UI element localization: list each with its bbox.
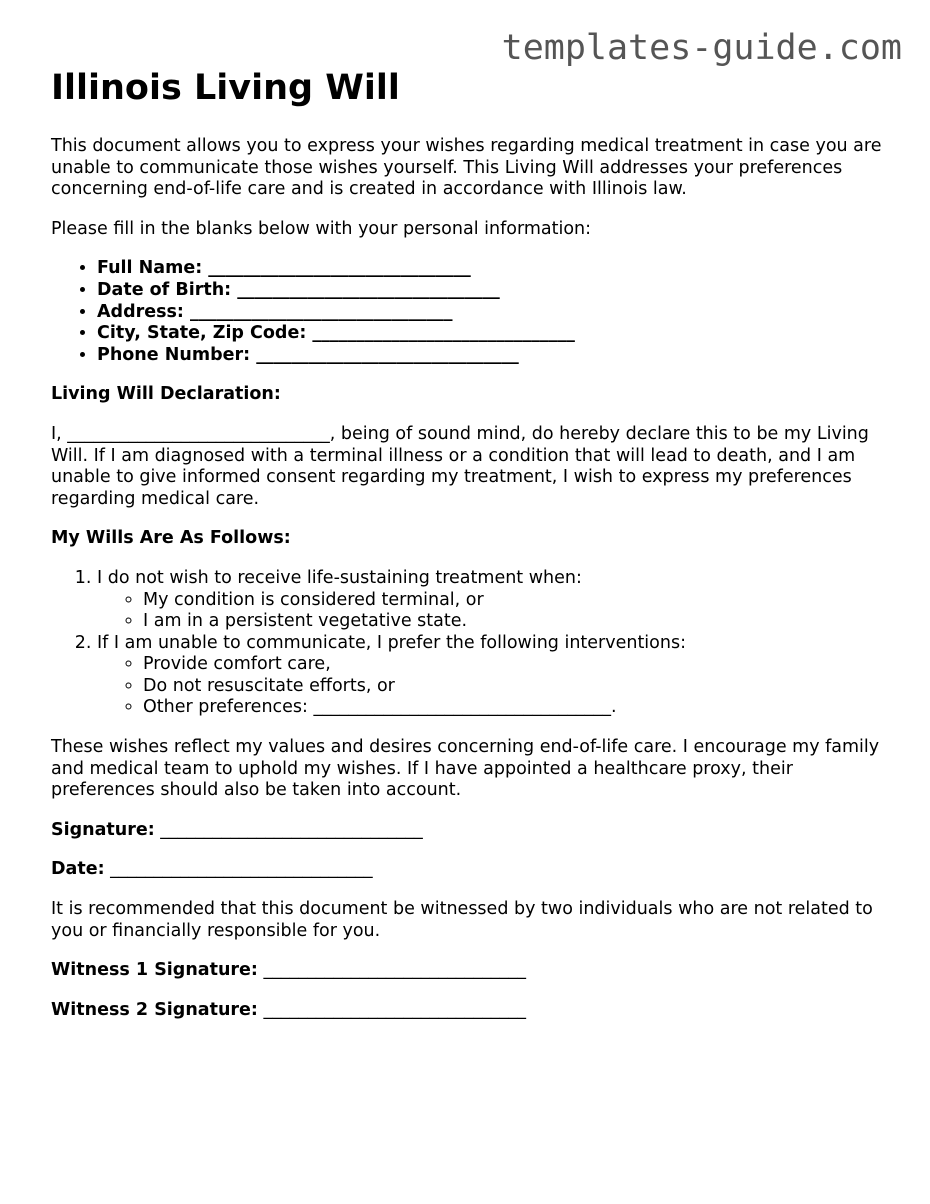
will-sub-list [97,654,891,719]
field-label: Address: [97,301,184,322]
field-label: Date of Birth: [97,279,232,300]
personal-info-list [51,258,891,366]
signature-label: Signature: [51,819,155,840]
will-sub-item: ◦ Provide comfort care, [143,654,891,676]
field-blank[interactable]: ______________________________ [312,323,575,344]
will-item-text: I do not wish to receive life-sustaining treatment when: [97,567,582,588]
field-label: Phone Number: [97,344,251,365]
field-blank[interactable]: ______________________________ [256,344,519,365]
will-sub-item: ◦ My condition is considered terminal, or [143,590,891,612]
field-blank[interactable]: ______________________________ [190,301,453,322]
witness-2-line [51,1000,891,1022]
declaration-heading: Living Will Declaration: [51,384,281,405]
field-blank[interactable]: ______________________________ [208,258,471,279]
field-phone-number [97,345,891,367]
witness-1-line [51,960,891,982]
wills-heading: My Wills Are As Follows: [51,528,291,549]
field-blank[interactable]: ______________________________ [237,279,500,300]
will-sub-item: ◦ Other preferences: __________________________________. [143,697,891,719]
field-address [97,302,891,324]
field-date-of-birth [97,280,891,302]
witness-note: It is recommended that this document be witnessed by two individuals who are not related to you or financially responsible for you. [51,899,873,941]
will-sub-list [97,590,891,633]
will-sub-item: ◦ Do not resuscitate efforts, or [143,676,891,698]
witness-1-blank[interactable]: ______________________________ [263,960,526,981]
date-line [51,859,891,881]
field-full-name [97,258,891,280]
watermark: templates-guide.com [501,28,902,68]
will-item-2 [97,633,891,719]
will-item-1 [97,568,891,633]
field-label: Full Name: [97,258,203,279]
signature-blank[interactable]: ______________________________ [160,819,423,840]
field-city-state-zip [97,323,891,345]
witness-2-blank[interactable]: ______________________________ [263,999,526,1020]
witness-1-label: Witness 1 Signature: [51,960,258,981]
will-sub-item: ◦ I am in a persistent vegetative state. [143,611,891,633]
date-blank[interactable]: ______________________________ [110,859,373,880]
witness-2-label: Witness 2 Signature: [51,999,258,1020]
fill-instruction: Please fill in the blanks below with your personal information: [51,218,592,239]
signature-line [51,820,891,842]
will-item-text: If I am unable to communicate, I prefer the following interventions: [97,632,686,653]
date-label: Date: [51,859,105,880]
page-title: Illinois Living Will [51,68,400,108]
field-label: City, State, Zip Code: [97,323,307,344]
document-page [51,66,891,1039]
values-paragraph: These wishes reflect my values and desires concerning end-of-life care. I encourage my family and medical team to uphold my wishes. If I have appointed a healthcare proxy, their preferences should also be taken into account. [51,737,880,801]
declaration-paragraph: I, ______________________________, being of sound mind, do hereby declare this to be my Living Will. If I am diagnosed with a terminal illness or a condition that will lead to death, and I am unable to give informed consent regarding my treatment, I wish to express my preferences regarding medical care. [51,423,869,509]
wills-list [51,568,891,719]
intro-paragraph: This document allows you to express your wishes regarding medical treatment in case you are unable to communicate those wishes yourself. This Living Will addresses your preferences concerning end-of-life care and is created in accordance with Illinois law. [51,136,882,200]
